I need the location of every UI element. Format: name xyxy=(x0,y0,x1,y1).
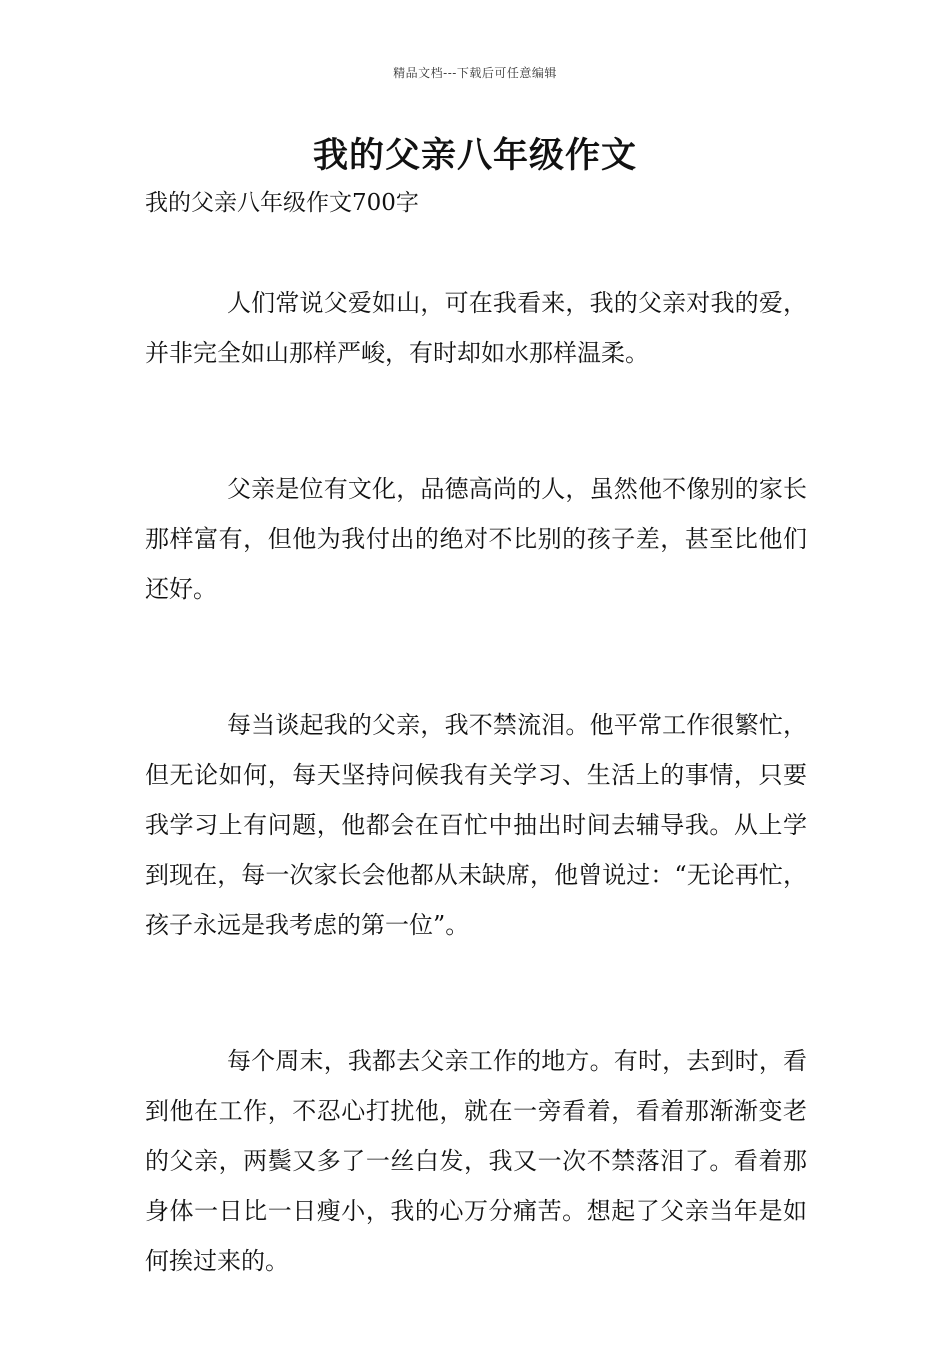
paragraph: 父亲是位有文化，品德高尚的人，虽然他不像别的家长那样富有，但他为我付出的绝对不比别的孩子差，甚至比他们还好。 xyxy=(145,475,807,603)
paragraph: 每当谈起我的父亲，我不禁流泪。他平常工作很繁忙，但无论如何，每天坚持问候我有关学习、生活上的事情，只要我学习上有问题，他都会在百忙中抽出时间去辅导我。从上学到现在，每一次家长会他都从未缺席，他曾说过：“无论再忙，孩子永远是我考虑的第一位”。 xyxy=(145,711,807,939)
paragraph: 人们常说父爱如山，可在我看来，我的父亲对我的爱，并非完全如山那样严峻，有时却如水那样温柔。 xyxy=(145,289,807,367)
header-note: 精品文档---下载后可任意编辑 xyxy=(393,66,557,80)
document-body xyxy=(145,278,807,1372)
document-title: 我的父亲八年级作文 xyxy=(312,135,637,176)
document-subtitle: 我的父亲八年级作文700字 xyxy=(145,190,419,216)
paragraph: 每个周末，我都去父亲工作的地方。有时，去到时，看到他在工作，不忍心打扰他，就在一旁看着，看着那渐渐变老的父亲，两鬓又多了一丝白发，我又一次不禁落泪了。看着那身体一日比一日瘦小，我的心万分痛苦。想起了父亲当年是如何挨过来的。 xyxy=(145,1047,807,1275)
